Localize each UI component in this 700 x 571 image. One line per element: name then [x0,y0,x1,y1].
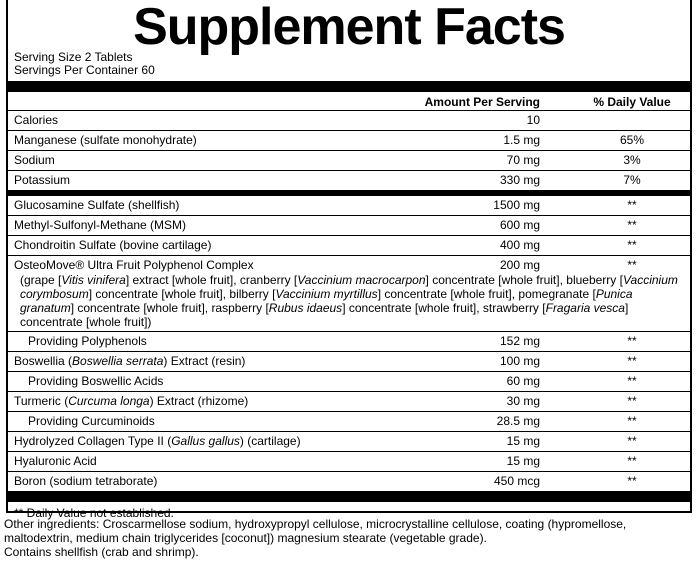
nutrient-name: Hyaluronic Acid [14,454,97,468]
daily-value-header: % Daily Value [593,95,671,109]
supplement-facts-panel [6,0,692,520]
nutrient-name: Potassium [14,173,71,187]
nutrient-dv: 65% [619,133,645,147]
nutrient-row-boron [8,471,690,491]
nutrient-row-collagen [8,431,690,451]
nutrient-name: Hydrolyzed Collagen Type II (Gallus gallus) (cartilage) [14,434,301,448]
nutrient-name: Glucosamine Sulfate (shellfish) [14,198,180,212]
nutrient-amount: 60 mg [506,374,540,388]
nutrient-amount: 15 mg [506,434,540,448]
nutrient-name: Chondroitin Sulfate (bovine cartilage) [14,238,212,252]
nutrient-name: Sodium [14,153,55,167]
nutrient-name: Boron (sodium tetraborate) [14,474,158,488]
nutrient-amount: 15 mg [506,454,540,468]
nutrient-dv: ** [627,434,637,448]
nutrient-name: OsteoMove® Ultra Fruit Polyphenol Complex [14,258,254,272]
nutrient-name: Providing Polyphenols [28,334,147,348]
nutrient-amount: 70 mg [506,153,540,167]
nutrient-dv: ** [627,198,637,212]
nutrient-name: Methyl-Sulfonyl-Methane (MSM) [14,218,187,232]
nutrient-dv: 7% [623,173,641,187]
nutrient-amount: 1500 mg [493,198,540,212]
nutrient-amount: 450 mcg [493,474,540,488]
nutrient-row-hyaluronic [8,451,690,471]
nutrient-row-polyphenols [8,331,690,351]
nutrient-amount: 100 mg [499,354,540,368]
nutrient-amount: 10 [526,113,540,127]
nutrient-name: Manganese (sulfate monohydrate) [14,133,197,147]
nutrient-name: Providing Boswellic Acids [28,374,164,388]
nutrient-name: Boswellia (Boswellia serrata) Extract (resin) [14,354,246,368]
nutrient-amount: 200 mg [499,258,540,272]
nutrient-amount: 28.5 mg [496,414,540,428]
daily-value-footnote: ** Daily Value not established. [14,506,174,520]
nutrient-row-osteomove [8,255,690,331]
nutrient-row-boswellia [8,351,690,371]
nutrient-dv: ** [627,238,637,252]
nutrient-amount: 30 mg [506,394,540,408]
nutrient-name: Providing Curcuminoids [28,414,155,428]
nutrient-dv: 3% [623,153,641,167]
nutrient-amount: 400 mg [499,238,540,252]
nutrient-dv: ** [627,394,637,408]
nutrient-amount: 152 mg [499,334,540,348]
nutrient-row-boswellic-acids [8,371,690,391]
thick-divider-bottom [8,491,690,502]
thick-divider [8,81,690,92]
nutrient-dv: ** [627,354,637,368]
blend-ingredients: (grape [Vitis vinifera] extract [whole fruit], cranberry [Vaccinium macrocarpon] concentrate [whole fruit], blueberry [Vaccinium corymbosum] concentrate [whole fruit], bilberry [Vaccinium myrtillus] concentrate [whole fruit], pomegranate [Punica granatum] concentrate [whole fruit], raspberry [Rubus idaeus] concentrate [whole fruit], strawberry [Fragaria vesca] concentrate [whole fruit]) [20,273,678,329]
nutrient-amount: 330 mg [499,173,540,187]
nutrient-row-chondroitin [8,235,690,255]
nutrient-dv: ** [627,414,637,428]
other-ingredients-block [4,517,696,559]
nutrient-row-curcuminoids [8,411,690,431]
nutrient-dv: ** [627,474,637,488]
nutrient-name: Turmeric (Curcuma longa) Extract (rhizome) [14,394,249,408]
nutrient-amount: 1.5 mg [503,133,540,147]
serving-size: Serving Size 2 Tablets [14,50,133,64]
nutrient-amount: 600 mg [499,218,540,232]
panel-title: Supplement Facts [133,0,565,56]
servings-per-container: Servings Per Container 60 [14,63,155,77]
nutrient-dv: ** [627,374,637,388]
nutrient-row-glucosamine [8,196,690,215]
nutrient-row-turmeric [8,391,690,411]
nutrient-row-potassium [8,170,690,190]
column-header [8,92,690,110]
nutrient-dv: ** [627,218,637,232]
other-ingredients: Other ingredients: Croscarmellose sodium, hydroxypropyl cellulose, microcrystalline cellulose, coating (hypromellose, maltodextrin, medium chain triglycerides [coconut]) magnesium stearate (vegetable grade). [4,517,627,545]
nutrient-dv: ** [627,258,637,272]
nutrient-row-msm [8,215,690,235]
nutrient-dv: ** [627,334,637,348]
nutrient-dv: ** [627,454,637,468]
nutrient-name: Calories [14,113,59,127]
nutrient-row-manganese [8,130,690,150]
nutrient-row-sodium [8,150,690,170]
allergen-statement: Contains shellfish (crab and shrimp). [4,545,199,559]
amount-header: Amount Per Serving [424,95,540,109]
nutrient-row-calories [8,110,690,130]
